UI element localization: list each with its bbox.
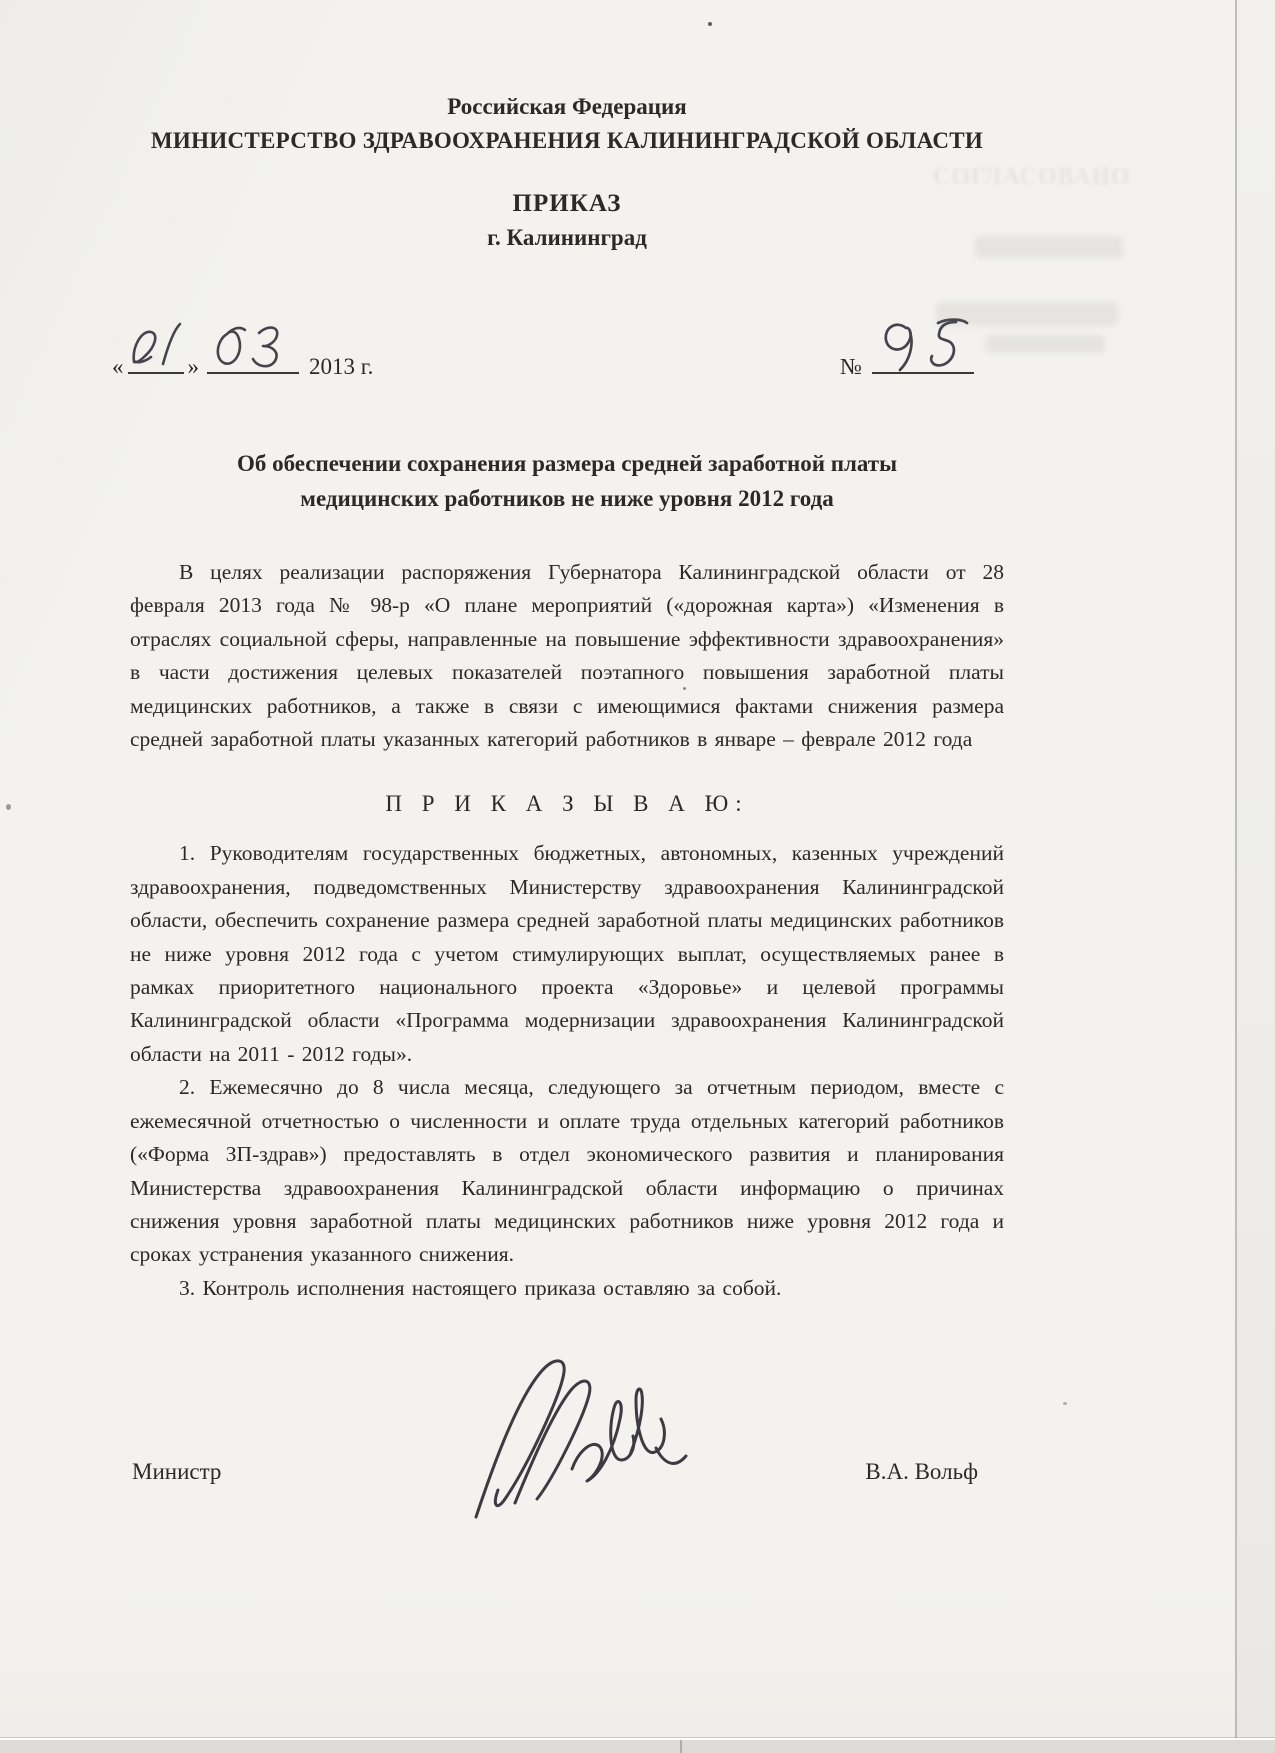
handwritten-month-slot (207, 368, 299, 374)
bleedthrough-text: СОГЛАСОВАНО (933, 164, 1131, 190)
date-and-number-row (112, 324, 1004, 388)
order-heading (130, 188, 1004, 254)
order-title (130, 446, 1004, 516)
signature-ink (460, 1355, 700, 1530)
order-number-field (840, 354, 974, 380)
handwritten-month-03 (207, 320, 299, 376)
header-country: Российская Федерация (447, 94, 687, 119)
paper-bottom-edge-line (0, 1738, 1275, 1740)
decree-items (130, 837, 1004, 1305)
order-city: г. Калининград (487, 225, 647, 250)
handwritten-number-slot (872, 368, 974, 374)
number-sign: № (840, 354, 862, 379)
order-title-line2: медицинских работников не ниже уровня 2012 года (300, 486, 834, 511)
bleedthrough-artifact (985, 335, 1105, 353)
preamble-paragraph: В целях реализации распоряжения Губернатора Калининградской области от 28 февраля 2013 года № 98-р «О плане мероприятий («дорожная карта») «Изменения в отраслях социальной сферы, направленные на повышение эффективности здравоохранения» в части достижения целевых показателей поэтапного повышения заработной платы медицинских работников, а также в связи с имеющимися фактами снижения размера средней заработной платы указанных категорий работников в январе – феврале 2012 года (130, 560, 1004, 752)
date-year: 2013 г. (309, 354, 374, 379)
decree-heading: П Р И К А З Ы В А Ю: (385, 791, 749, 817)
handwritten-day-21 (128, 320, 198, 376)
open-quote: « (112, 354, 124, 379)
bleedthrough-artifact (936, 302, 1118, 326)
scan-speck (6, 804, 11, 810)
handwritten-day-slot (128, 368, 184, 374)
header-ministry: МИНИСТЕРСТВО ЗДРАВООХРАНЕНИЯ КАЛИНИНГРАДСКОЙ ОБЛАСТИ (150, 128, 984, 153)
handwritten-signature (460, 1355, 700, 1536)
decree-item-2: 2. Ежемесячно до 8 числа месяца, следующего за отчетным периодом, вместе с ежемесячной отчетностью о численности и оплате труда отдельных категорий работников («Форма ЗП-здрав») предоставлять в отдел экономического развития и планирования Министерства здравоохранения Калининградской области информацию о причинах снижения уровня заработной платы медицинских работников ниже уровня 2012 года и сроках устранения указанного снижения. (130, 1075, 1004, 1267)
scan-speck (708, 22, 712, 26)
scan-speck (1063, 1402, 1067, 1405)
scan-bottom-tick (680, 1740, 682, 1753)
decree-item-1: 1. Руководителям государственных бюджетных, автономных, казенных учреждений здравоохранения, подведомственных Министерству здравоохранения Калининградской области, обеспечить сохранение размера средней заработной платы медицинских работников не ниже уровня 2012 года с учетом стимулирующих выплат, осуществляемых ранее в рамках приоритетного национального проекта «Здоровье» и целевой программы Калининградской области «Программа модернизации здравоохранения Калининградской области на 2011 - 2012 годы». (130, 841, 1004, 1066)
bleedthrough-artifact (975, 236, 1123, 258)
signer-name: В.А. Вольф (865, 1459, 978, 1485)
document-body (112, 0, 1004, 1753)
date-field (112, 354, 373, 380)
decree-item-3: 3. Контроль исполнения настоящего приказа оставляю за собой. (179, 1275, 782, 1300)
close-quote: » (187, 354, 199, 379)
document-header (130, 0, 1004, 158)
order-type: ПРИКАЗ (512, 190, 622, 217)
order-title-line1: Об обеспечении сохранения размера средней заработной платы (236, 451, 898, 476)
scan-bottom-edge (0, 1740, 1275, 1753)
signature-block (130, 1401, 1004, 1541)
scan-speck (683, 687, 686, 690)
scan-right-edge (1237, 0, 1275, 1753)
signer-position: Министр (132, 1459, 222, 1485)
paper-right-edge-line (1235, 0, 1237, 1753)
